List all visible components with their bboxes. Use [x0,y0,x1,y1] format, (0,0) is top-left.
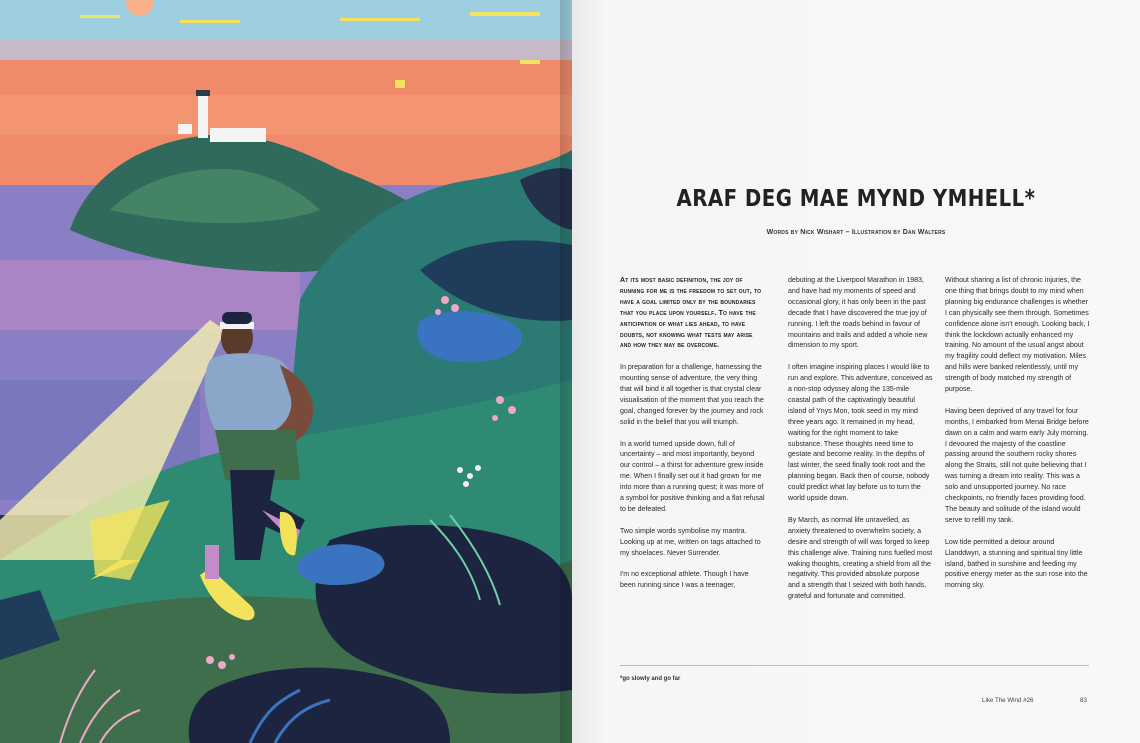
text-column-3 [945,276,1090,603]
page-number: 83 [1080,697,1087,704]
body-paragraph: By March, as normal life unravelled, as anxiety threatened to overwhelm society, a desire and strength of will was forged to keep this challenge alive. Training runs fuelled most waking thoughts, creating a shield from all the negativity. This provided absolute purpose and a strength that I seized with both hands, grateful and fortunate and committed. [788,516,933,601]
text-column-2 [788,276,933,614]
footnote: *go slowly and go far [620,676,681,682]
magazine-issue-footer: Like The Wind #26 [982,697,1034,704]
body-paragraph: In a world turned upside down, full of uncertainty – and most importantly, beyond our control – a thirst for adventure grew inside me. When I finally set out it had grown for me into more than a running quest; it was more of a symbol for positive thinking and a flat refusal to be defeated. [620,440,765,513]
body-paragraph: Without sharing a list of chronic injuries, the one thing that brings doubt to my mind when planning big endurance challenges is whether I can physically see them through. Sometimes confidence alone isn't enough. Looking back, I think the lockdown actually enhanced my training. No amount of the usual angst about my fragility could deflect my motivation. Miles and hills were banked relentlessly, until my strength of body matched my strength of purpose. [945,277,1090,394]
article-headline: ARAF DEG MAE MYND YMHELL* [676,186,1036,212]
article-byline: Words by Nick Wishart – Illustration by Dan Walters [766,229,946,236]
footnote-divider [620,665,1089,666]
intro-paragraph: At its most basic definition, the joy of running for me is the freedom to set out, to have a goal limited only by the boundaries that you place upon yourself. To have the anticipation of what lies ahead, to have doubts, not knowing what tests may arise and how they may be overcome. [620,277,762,350]
text-column-1 [620,276,765,603]
body-paragraph: Two simple words symbolise my mantra. Looking up at me, written on tags attached to my shoelaces. Never Surrender. [620,527,761,557]
body-paragraph: debuting at the Liverpool Marathon in 1983, and have had my moments of speed and occasional glory, it has only been in the past decade that I have discovered the true joy of running. I left the roads behind in favour of mountains and trails and added a whole new dimension to my sport. [788,277,928,350]
body-paragraph: Having been deprived of any travel for four months, I embarked from Menai Bridge before dawn on a calm and warm early July morning. I devoured the majesty of the coastline passing around the southern rocky shores along the Straits, still not quite believing that I was turning a dream into reality. This was a solo and unsupported journey. No race checkpoints, no friendly faces providing food. The beauty and solitude of the island would serve to refill my tank. [945,407,1089,524]
body-paragraph: I'm no exceptional athlete. Though I have been running since I was a teenager, [620,571,749,590]
body-paragraph: In preparation for a challenge, harnessing the mounting sense of adventure, the very thing that will bind it all together is that crystal clear visualisation of the moment that you reach the goal, changed forever by the journey and rock solid in the belief that you will triumph. [620,364,764,426]
body-paragraph: Low tide permitted a detour around Llanddwyn, a stunning and spiritual tiny little island, bathed in sunshine and feeding my positive energy meter as the sun rose into the morning sky. [945,538,1088,590]
article-page [572,0,1140,743]
body-paragraph: I often imagine inspiring places I would like to run and explore. This adventure, conceived as a non-stop odyssey along the 135-mile coastal path of the captivatingly beautiful island of Ynys Mon, took seed in my mind three years ago. It remained in my head, waiting for the right moment to take substance. These thoughts need time to gestate and become reality. In the depths of last winter, the seed finally took root and the planning began. Back then of course, nobody could predict what lay before us to turn the world upside down. [788,364,933,503]
